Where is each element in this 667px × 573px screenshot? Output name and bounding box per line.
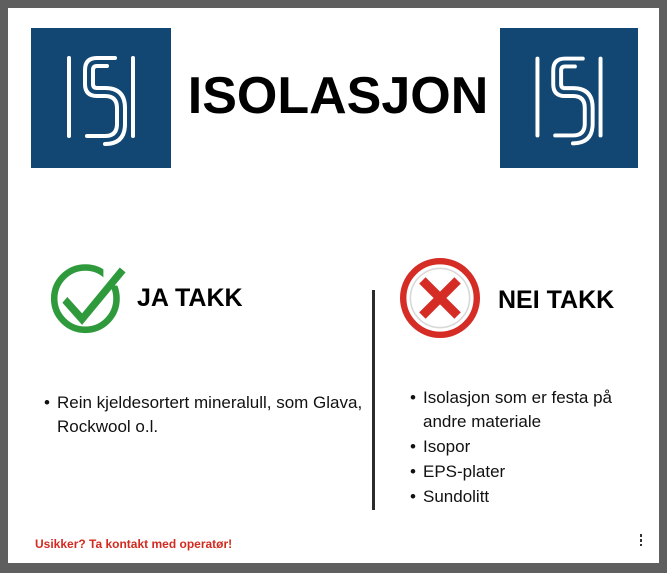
logo-mark <box>31 28 171 168</box>
list-item: • Isolasjon som er festa på andre materiale <box>410 386 640 434</box>
more-options-icon[interactable] <box>640 534 642 546</box>
isolation-logo-icon <box>500 28 638 168</box>
page-title: ISOLASJON <box>187 67 489 125</box>
rejected-list <box>410 386 640 510</box>
red-x-icon <box>400 258 480 338</box>
logo-mark <box>500 28 638 168</box>
green-checkmark-icon <box>46 256 128 338</box>
column-divider <box>372 290 375 510</box>
rejected-heading: NEI TAKK <box>498 286 615 314</box>
list-item: • Rein kjeldesortert mineralull, som Glava, Rockwool o.l. <box>44 391 364 439</box>
accepted-list <box>44 391 364 440</box>
accepted-heading: JA TAKK <box>137 284 243 312</box>
isolation-sign <box>8 8 659 563</box>
contact-operator-note: Usikker? Ta kontakt med operatør! <box>35 537 233 551</box>
list-item: • Isopor <box>410 435 640 459</box>
list-item: • Sundolitt <box>410 485 640 509</box>
isolation-logo-icon <box>31 28 171 168</box>
list-item: • EPS-plater <box>410 460 640 484</box>
